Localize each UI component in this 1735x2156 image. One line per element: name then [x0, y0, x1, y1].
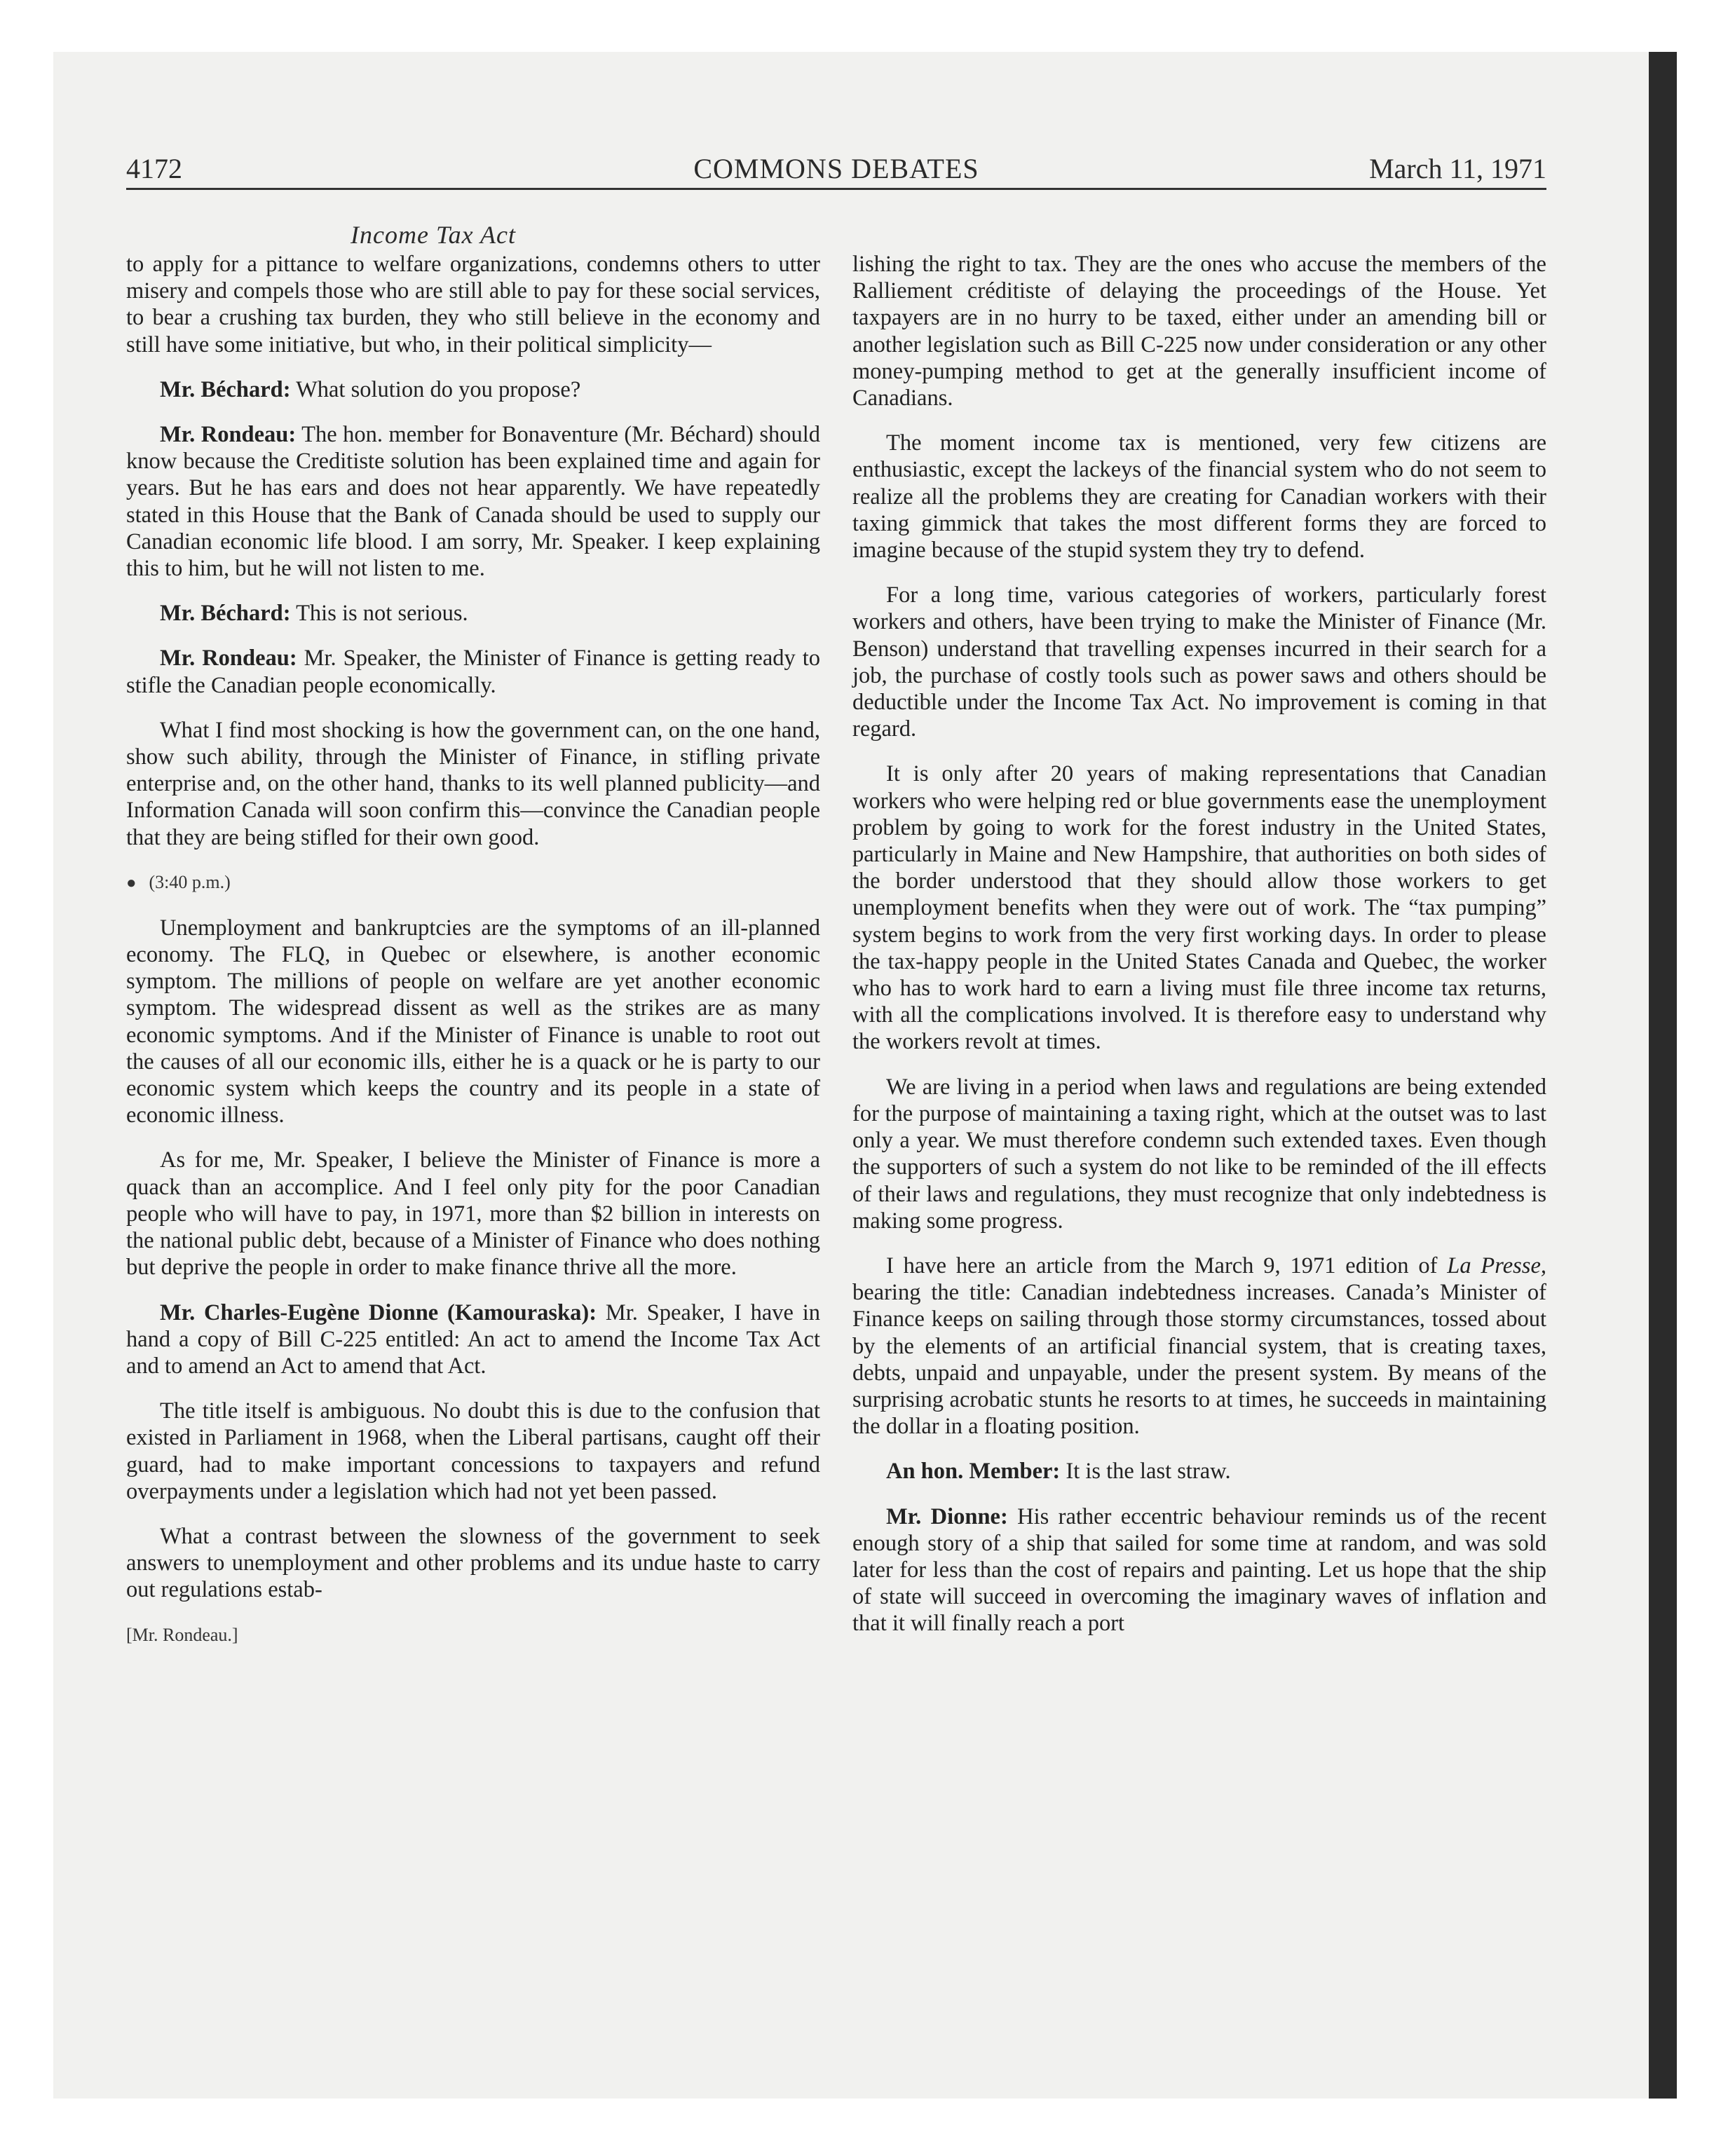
speech-text: Mr. Speaker, the Minister of Finance is getting ready to stifle the Canadian people economically.	[126, 646, 821, 698]
speech-paragraph	[852, 1458, 1546, 1485]
speech-paragraph	[126, 1299, 820, 1380]
scan-edge-shadow	[1649, 52, 1677, 2099]
subject-heading: Income Tax Act	[351, 221, 516, 249]
page-date: March 11, 1971	[1369, 153, 1546, 184]
paragraph: For a long time, various categories of workers, particularly forest workers and others, have been trying to make the Minister of Finance (Mr. Benson) understand that travelling expenses incurred in their search for a job, the purchase of costly tools such as power saws and others should be deductible under the Income Tax Act. No improvement is coming in that regard.	[852, 582, 1546, 742]
speaker-name: Mr. Dionne:	[886, 1503, 1008, 1529]
speaker-name: Mr. Béchard:	[160, 376, 291, 402]
speaker-attribution: [Mr. Rondeau.]	[126, 1624, 238, 1645]
speech-paragraph	[126, 376, 820, 403]
paragraph: What a contrast between the slowness of the government to seek answers to unemployment and other problems and its undue haste to carry out regulations estab-	[126, 1523, 820, 1603]
speech-text: The hon. member for Bonaventure (Mr. Béchard) should know because the Creditiste solution has been explained time and again for years. But he has ears and does not hear apparently. We have repeatedly stated in this House that the Bank of Canada should be used to supply our Canadian economic life blood. I am sorry, Mr. Speaker. I keep explaining this to him, but he will not listen to me.	[126, 422, 821, 582]
speech-text: His rather eccentric behaviour reminds us of the recent enough story of a ship that sailed for some time at random, and was sold later for less than the cost of repairs and painting. Let us hope that the ship of state will succeed in overcoming the imaginary waves of inflation and that it will finally reach a port	[852, 1503, 1547, 1637]
speaker-name: An hon. Member:	[886, 1459, 1061, 1485]
paragraph: What I find most shocking is how the government can, on the one hand, show such ability, through the Minister of Finance, in stifling private enterprise and, on the other hand, thanks to its well planned publicity—and Information Canada will soon confirm this—convince the Canadian people that they are being stifled for their own good.	[126, 717, 820, 850]
bullet-icon: ●	[126, 873, 137, 892]
speech-paragraph	[126, 600, 820, 627]
speech-paragraph	[852, 1503, 1546, 1637]
speaker-name: Mr. Charles-Eugène Dionne (Kamouraska):	[160, 1299, 597, 1325]
paragraph-text: bearing the title: Canadian indebtedness increases. Canada’s Minister of Finance keeps on sailing through those stormy circumstances, tossed about by the elements of an artificial financial system, that is creating taxes, debts, unpaid and unpayable, under the present system. By means of the surprising acrobatic stunts he resorts to at times, he succeeds in maintaining the dollar in a floating position.	[852, 1280, 1546, 1440]
journal-title: COMMONS DEBATES	[693, 153, 979, 184]
paragraph: The moment income tax is mentioned, very few citizens are enthusiastic, except the lackeys of the financial system who do not seem to realize all the problems they are creating for Canadian workers with their taxing gimmick that takes the most different forms they are forced to imagine because of the stupid system they try to defend.	[852, 430, 1546, 564]
paragraph-text: I have here an article from the March 9, 1971 edition of	[886, 1253, 1448, 1278]
page-number: 4172	[126, 153, 182, 184]
paragraph: Unemployment and bankruptcies are the symptoms of an ill-planned economy. The FLQ, in Quebec or elsewhere, is another economic symptom. The millions of people on welfare are yet another economic symptom. The widespread dissent as well as the strikes are as many economic symptoms. And if the Minister of Finance is unable to root out the causes of all our economic ills, either he is a quack or he is party to our economic system which keeps the country and its people in a state of economic illness.	[126, 915, 820, 1128]
speech-paragraph	[126, 645, 820, 698]
paragraph	[852, 1253, 1546, 1440]
speaker-name: Mr. Béchard:	[160, 601, 291, 627]
speech-paragraph	[126, 421, 820, 582]
paragraph: It is only after 20 years of making representations that Canadian workers who were helping red or blue governments ease the unemployment problem by going to work for the forest industry in the United States, particularly in Maine and New Hampshire, that authorities on both sides of the border understood that they should allow those workers to get unemployment benefits when they were out of work. The “tax pumping” system begins to work from the very first working days. In order to please the tax-happy people in the United States Canada and Quebec, the worker who has to work hard to earn a living must file three income tax returns, with all the complications involved. It is therefore easy to understand why the workers revolt at times.	[852, 761, 1546, 1055]
speech-text: This is not serious.	[290, 601, 468, 627]
paragraph: The title itself is ambiguous. No doubt this is due to the confusion that existed in Parliament in 1968, when the Liberal partisans, caught off their guard, had to make important concessions to taxpayers and refund overpayments under a legislation which had not yet been passed.	[126, 1398, 820, 1504]
paragraph: lishing the right to tax. They are the ones who accuse the members of the Ralliement créditiste of delaying the proceedings of the House. Yet taxpayers are in no hurry to be taxed, either under an amending bill or another legislation such as Bill C-225 now under consideration or any other money-pumping method to get at the generally insufficient income of Canadians.	[852, 252, 1546, 411]
speech-text: Mr. Speaker, I have in hand a copy of Bill C-225 entitled: An act to amend the Income Tax Act and to amend an Act to amend that Act.	[126, 1299, 820, 1379]
running-header	[126, 149, 1546, 190]
paragraph: We are living in a period when laws and regulations are being extended for the purpose of maintaining a taxing right, which at the outset was to last only a year. We must therefore condemn such extended taxes. Even though the supporters of such a system do not like to be reminded of the ill effects of their laws and regulations, they must recognize that only indebtedness is making some progress.	[852, 1074, 1546, 1234]
speaker-name: Mr. Rondeau:	[160, 422, 297, 448]
right-column	[852, 251, 1546, 1656]
paragraph: to apply for a pittance to welfare organizations, condemns others to utter misery and compels those who are still able to pay for these social services, to bear a crushing tax burden, they who still believe in the economy and still have some initiative, but who, in their political simplicity—	[126, 252, 820, 357]
paragraph: As for me, Mr. Speaker, I believe the Minister of Finance is more a quack than an accomplice. And I feel only pity for the poor Canadian people who will have to pay, in 1971, more than $2 billion in interests on the national public debt, because of a Minister of Finance who does nothing but deprive the people in order to make finance thrive all the more.	[126, 1147, 820, 1281]
publication-title: La Presse,	[1447, 1253, 1546, 1278]
left-column	[126, 251, 820, 1649]
time-text: (3:40 p.m.)	[149, 871, 231, 892]
speaker-name: Mr. Rondeau:	[160, 646, 297, 671]
speech-text: What solution do you propose?	[290, 376, 581, 402]
time-marker	[126, 869, 820, 896]
speech-text: It is the last straw.	[1060, 1459, 1231, 1485]
